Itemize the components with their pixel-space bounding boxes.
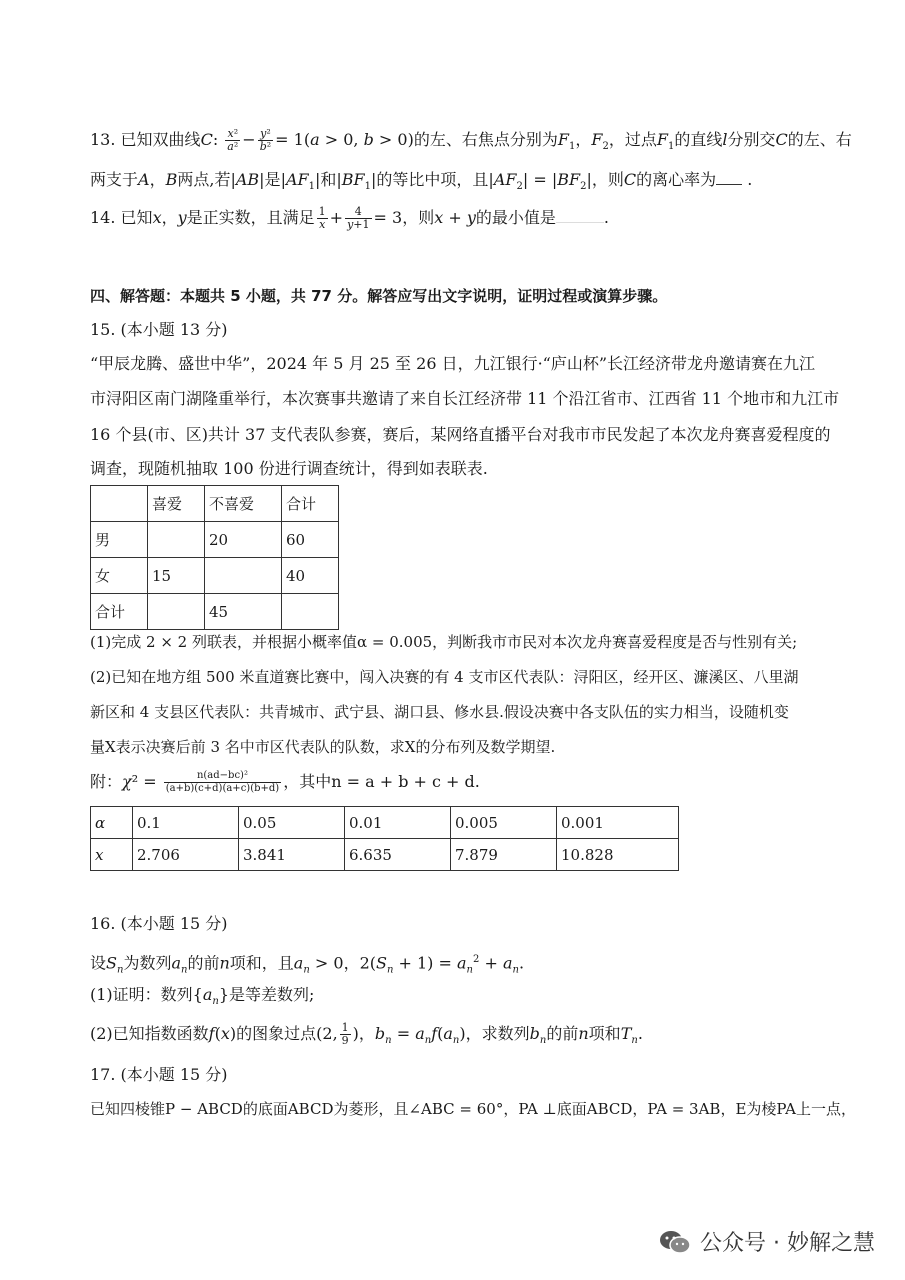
answer-blank [716,170,742,185]
table-cell [91,807,133,839]
fraction: $\frac{\text{x²}}{\text{a²}}$ [227,127,239,153]
q15-paragraph-line: 市浔阳区南门湖隆重举行，本次赛事共邀请了来自长江经济带 11 个沿江省市、江西省 11 个地市和九江市 [90,389,840,408]
answer-blank [556,208,604,223]
table-cell: 10.828 [557,839,679,871]
q14-text: 是正实数，且满足 [186,208,315,227]
q13-line-2: 两支于A，B两点,若|AB|是$|AF_1|$和$|BF_1|$的等比中项，且$|AF_2| = |BF_2|$，则C的离心率为 . [90,170,753,193]
q16-text: 设 [90,953,107,973]
q13-text: 的离心率为 [636,170,717,189]
x-label: x [95,845,104,864]
q15-appendix: 附：χ² = $\frac{\text{n(ad−bc)²}}{(a+b)(c+d)(a+c)(b+d)}$ ，其中n = a + b + c + d. [90,770,480,794]
table-row [91,807,679,839]
table-cell: 20 [205,522,282,558]
appendix-text: ，其中n = a + b + c + d. [283,772,480,791]
table-cell: 7.879 [451,839,557,871]
q17-header: 17. (本小题 15 分) [90,1065,228,1084]
q17-statement: 已知四棱锥P − ABCD的底面ABCD为菱形，且∠ABC = 60°，PA ⊥底面ABCD，PA = 3AB，E为棱PA上一点， [90,1100,856,1118]
table-cell: 45 [205,594,282,630]
table-cell [282,594,339,630]
q15-paragraph-line: 16 个县(市、区)共计 37 支代表队参赛，赛后，某网络直播平台对我市市民发起了本次龙舟赛喜爱程度的 [90,425,831,444]
fraction: $\frac{1}{x}$ [318,205,326,231]
table-cell: 0.001 [557,807,679,839]
table-cell: 合计 [91,594,148,630]
q13-text: 已知双曲线 [120,130,201,149]
table-cell: 15 [148,558,205,594]
q16-text: 是等差数列; [229,985,315,1004]
q14-line: 14. 已知x，y是正实数，且满足 $\frac{1}{x}$ + $\frac{4}{y+1}$ = 3，则x + y的最小值是 . [90,205,609,231]
q13-text: 分别交 [727,130,776,149]
q13-text: 是 [264,170,281,189]
watermark-text: 公众号 · 妙解之慧 [700,1231,875,1256]
q16-text: (2)已知指数函数 [90,1024,209,1043]
q14-text: ，则 [402,208,435,227]
q13-text: . [747,170,753,189]
chi-square-formula [164,770,281,795]
table-cell: 60 [282,522,339,558]
table-cell: 不喜爱 [205,486,282,522]
q15-paragraph-line: “甲辰龙腾、盛世中华”，2024 年 5 月 25 至 26 日，九江银行·“庐山杯”长江经济带龙舟邀请赛在九江 [90,354,816,373]
table-cell: 3.841 [239,839,345,871]
fraction: $\frac{1}{9}$ [341,1021,349,1047]
q16-text: ， [358,1024,375,1043]
q14-number: 14. [90,208,116,227]
table-cell: 男 [91,522,148,558]
q16-text: 项和，且 [229,953,294,973]
table-cell: 喜爱 [148,486,205,522]
q13-text: 的左、右 [787,130,852,149]
q13-text: ，过点 [608,130,657,149]
table-cell: 0.1 [133,807,239,839]
contingency-table [90,485,339,630]
appendix-label: 附： [90,772,123,791]
table-cell: 0.05 [239,807,345,839]
q13-line-1: 13. 已知双曲线C: $\frac{\text{x²}}{\text{a²}}$ − $\frac{\text{y²}}{\text{b²}}$ = 1(a > 0, b > 0)的左、右焦点分别为$F_1$，$F_2$，过点$F_1$的直线l分别交C的左、右 [90,127,852,153]
table-row [91,839,679,871]
q16-text: 为数列 [123,953,172,973]
alpha-label: α [95,813,106,832]
q16-text: . [637,1024,643,1043]
q14-text: . [603,208,609,227]
fraction: $\frac{4}{y+1}$ [347,205,370,231]
q13-text: 的等比中项，且 [376,170,489,189]
watermark [658,1226,875,1257]
section-heading: 四、解答题：本题共 5 小题，共 77 分。解答应写出文字说明，证明过程或演算步骤。 [90,287,668,305]
q13-text: ，则 [591,170,624,189]
table-cell [148,522,205,558]
table-cell: 6.635 [345,839,451,871]
table-cell: 0.005 [451,807,557,839]
q16-text: ， [343,953,360,973]
q16-text: 的图象过点 [236,1024,317,1043]
table-cell [148,594,205,630]
q15-paragraph-line: 调查，现随机抽取 100 份进行调查统计，得到如表联表. [90,459,488,478]
q13-text: 的直线 [674,130,723,149]
q16-text: 项和 [588,1024,621,1043]
q13-text: 和 [320,170,337,189]
table-cell [205,558,282,594]
q16-text: 的前 [546,1024,579,1043]
table-row [91,486,339,522]
table-cell: 0.01 [345,807,451,839]
q15-sub2-line: 量X表示决赛后前 3 名中市区代表队的队数，求X的分布列及数学期望. [90,738,556,756]
q13-text: 两支于 [90,170,139,189]
q15-sub2-line: (2)已知在地方组 500 米直道赛比赛中，闯入决赛的有 4 支市区代表队：浔阳区，经开区、濂溪区、八里湖 [90,668,799,686]
table-cell: 2.706 [133,839,239,871]
table-cell: 合计 [282,486,339,522]
table-row [91,558,339,594]
table-cell [91,486,148,522]
formula-denominator: (a+b)(c+d)(a+c)(b+d) [165,783,280,794]
table-row [91,522,339,558]
q16-text: (1)证明：数列 [90,985,193,1004]
table-cell: 女 [91,558,148,594]
critical-value-table [90,806,679,871]
table-row [91,594,339,630]
table-cell: 40 [282,558,339,594]
q16-sub1: (1)证明：数列$\{a_n\}$是等差数列; [90,985,315,1008]
q15-header: 15. (本小题 13 分) [90,320,228,339]
table-cell [91,839,133,871]
q15-sub1: (1)完成 2 × 2 列联表，并根据小概率值α = 0.005，判断我市市民对本次龙舟赛喜爱程度是否与性别有关; [90,633,798,651]
q14-text: 的最小值是 [475,208,556,227]
q13-number: 13. [90,130,116,149]
formula-numerator: n(ad−bc)² [164,770,281,783]
q16-statement: 设$S_n$为数列$a_n$的前n项和，且$a_n > 0$，$2(S_n + 1) = a_n^2 + a_n$. [90,953,525,976]
fraction: $\frac{\text{y²}}{\text{b²}}$ [259,127,272,153]
wechat-icon [658,1229,692,1255]
q13-text: 两点,若 [177,170,231,189]
q16-sub2: (2)已知指数函数f(x)的图象过点(2, $\frac{1}{9}$ )，$b_n = a_nf(a_n)$，求数列$b_n$的前n项和$T_n$. [90,1021,643,1047]
q16-text: ，求数列 [465,1024,530,1043]
q13-text: 的左、右焦点分别为 [413,130,558,149]
q14-text: 已知 [120,208,153,227]
q16-text: 的前 [187,953,220,973]
q15-sub2-line: 新区和 4 支县区代表队：共青城市、武宁县、湖口县、修水县.假设决赛中各支队伍的实力相当，设随机变 [90,703,789,721]
q16-header: 16. (本小题 15 分) [90,914,228,933]
